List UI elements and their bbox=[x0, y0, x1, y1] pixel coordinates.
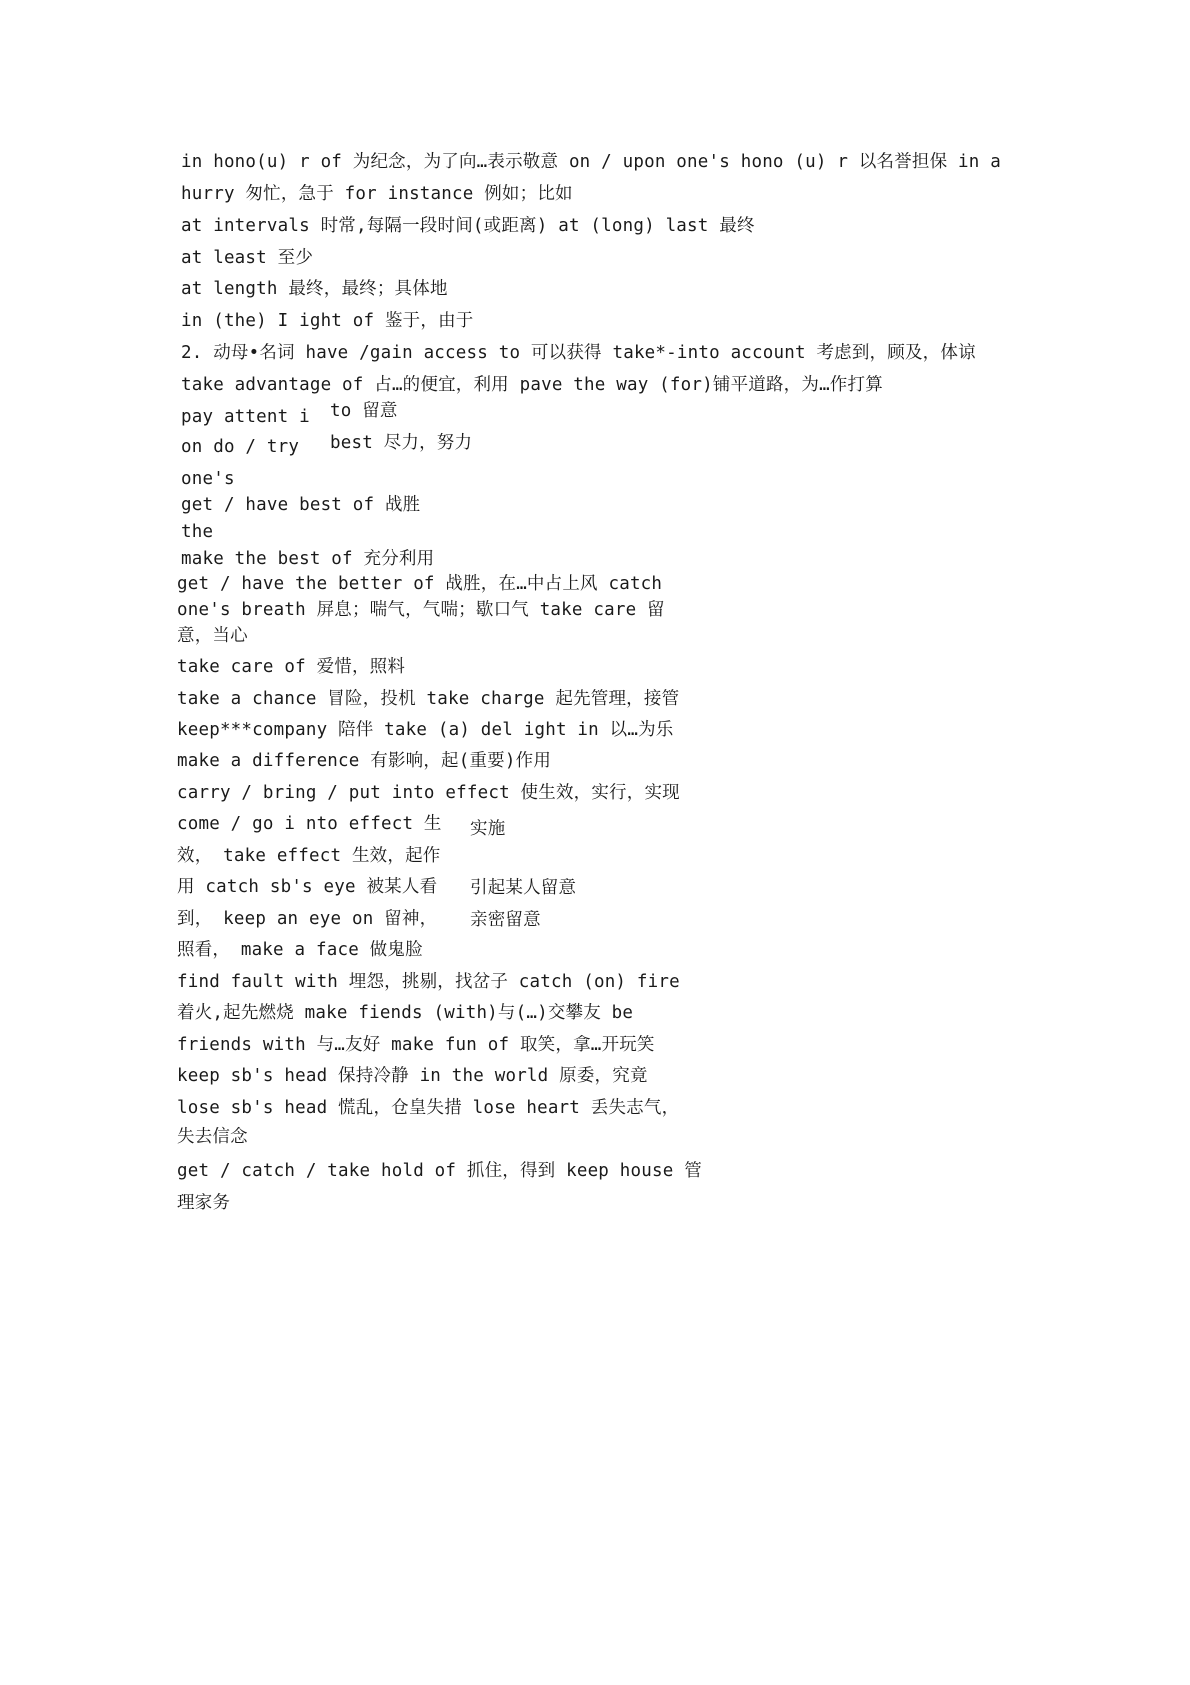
text-line: carry / bring / put into effect 使生效，实行，实现 bbox=[177, 783, 680, 803]
text-line: 理家务 bbox=[177, 1193, 231, 1213]
text-line: hurry 匆忙，急于 for instance 例如；比如 bbox=[181, 184, 573, 204]
text-line: take care of 爱惜，照料 bbox=[177, 657, 406, 677]
text-line: friends with 与…友好 make fun of 取笑，拿…开玩笑 bbox=[177, 1035, 655, 1055]
text-line: 到， keep an eye on 留神， bbox=[177, 909, 438, 929]
text-line: 引起某人留意 bbox=[470, 878, 577, 898]
text-line: get / have best of 战胜 bbox=[181, 495, 421, 515]
text-line: 着火,起先燃烧 make fiends (with)与(…)交攀友 be bbox=[177, 1003, 634, 1023]
text-line: 意，当心 bbox=[177, 626, 248, 646]
text-line: find fault with 埋怨，挑剔，找岔子 catch (on) fire bbox=[177, 972, 680, 992]
text-line: get / have the better of 战胜，在…中占上风 catch bbox=[177, 574, 663, 594]
text-line: best 尽力，努力 bbox=[330, 433, 473, 453]
text-line: one's bbox=[181, 469, 235, 489]
text-line: make a difference 有影响，起(重要)作用 bbox=[177, 751, 552, 771]
text-line: keep sb's head 保持冷静 in the world 原委，究竟 bbox=[177, 1066, 648, 1086]
text-line: keep***company 陪伴 take (a) del ight in 以…为乐 bbox=[177, 720, 674, 740]
text-line: one's breath 屏息；喘气，气喘；歇口气 take care 留 bbox=[177, 600, 665, 620]
text-line: on do / try bbox=[181, 437, 300, 457]
text-line: 亲密留意 bbox=[470, 910, 541, 930]
text-line: to 留意 bbox=[330, 401, 398, 421]
text-line: at least 至少 bbox=[181, 248, 314, 268]
text-line: 实施 bbox=[470, 819, 506, 839]
text-line: the bbox=[181, 522, 214, 542]
text-line: 2. 动母•名词 have /gain access to 可以获得 take*-into account 考虑到，顾及，体谅 bbox=[181, 343, 976, 363]
text-line: get / catch / take hold of 抓住，得到 keep house 管 bbox=[177, 1161, 702, 1181]
text-line: 失去信念 bbox=[177, 1127, 248, 1147]
text-line: 用 catch sb's eye 被某人看 bbox=[177, 877, 438, 897]
text-line: make the best of 充分利用 bbox=[181, 549, 435, 569]
text-line: 照看， make a face 做鬼脸 bbox=[177, 940, 423, 960]
text-line: 效， take effect 生效，起作 bbox=[177, 846, 441, 866]
text-line: come / go i nto effect 生 bbox=[177, 814, 442, 834]
text-line: pay attent i bbox=[181, 407, 310, 427]
text-line: take advantage of 占…的便宜，利用 pave the way (for)铺平道路，为…作打算 bbox=[181, 375, 883, 395]
text-line: lose sb's head 慌乱，仓皇失措 lose heart 丢失志气， bbox=[177, 1098, 680, 1118]
text-line: take a chance 冒险，投机 take charge 起先管理，接管 bbox=[177, 689, 680, 709]
text-line: at length 最终，最终；具体地 bbox=[181, 279, 448, 299]
text-line: at intervals 时常,每隔一段时间(或距离) at (long) last 最终 bbox=[181, 216, 755, 236]
text-line: in hono(u) r of 为纪念，为了向…表示敬意 on / upon one's hono (u) r 以名誉担保 in a bbox=[181, 152, 1001, 172]
text-line: in (the) I ight of 鉴于，由于 bbox=[181, 311, 474, 331]
